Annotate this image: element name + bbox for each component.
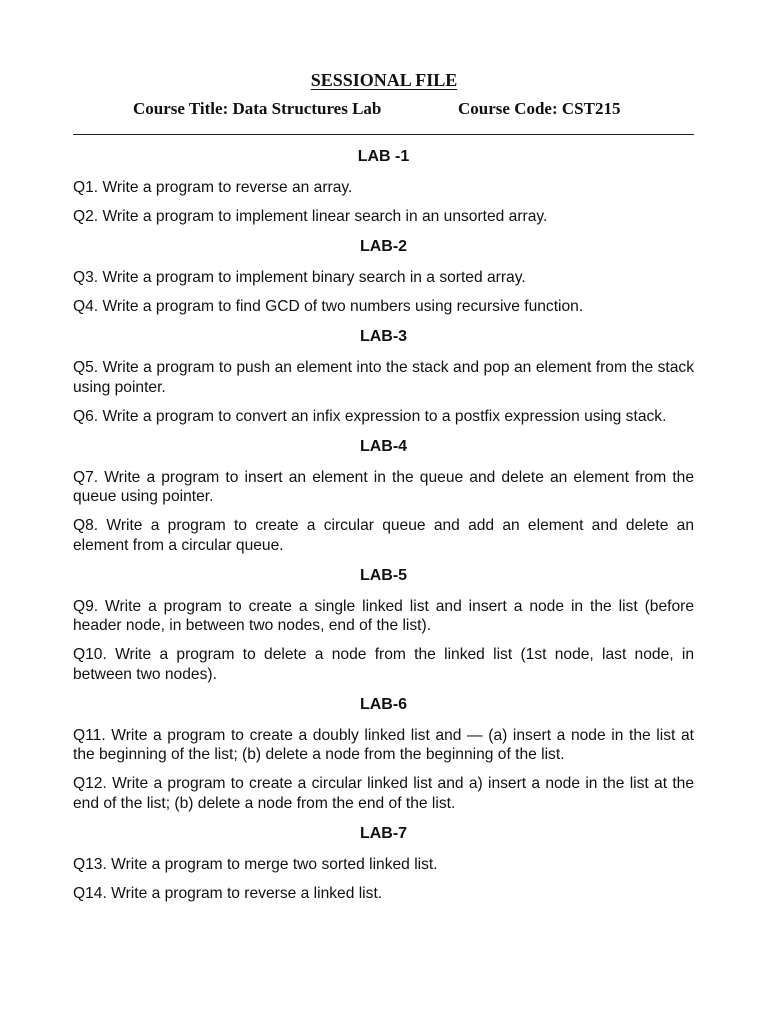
question-item: Q6. Write a program to convert an infix expression to a postfix expression using stack.: [73, 407, 667, 425]
lab-heading: LAB-3: [359, 328, 408, 345]
course-code: Course Code: CST215: [458, 99, 621, 118]
question-item: Q7. Write a program to insert an element in the queue and delete an element from the queue using pointer.: [73, 468, 694, 505]
question-item: Q14. Write a program to reverse a linked list.: [73, 884, 383, 902]
lab-section: [73, 823, 694, 904]
question-item: Q9. Write a program to create a single linked list and insert a node in the list (before header node, in between two nodes, end of the list).: [73, 597, 694, 634]
page-title-text: SESSIONAL FILE: [310, 70, 458, 90]
question-item: Q4. Write a program to find GCD of two numbers using recursive function.: [73, 298, 584, 315]
question-item: Q5. Write a program to push an element into the stack and pop an element from the stack using pointer.: [73, 359, 694, 396]
question-item: Q3. Write a program to implement binary search in a sorted array.: [73, 269, 526, 286]
question-item: Q12. Write a program to create a circular linked list and a) insert a node in the list at the end of the list; (b) delete a node from the end of the list.: [73, 775, 694, 812]
lab-heading: LAB-7: [359, 824, 408, 842]
lab-heading: LAB -1: [357, 148, 410, 165]
page-title: [0, 69, 768, 91]
question-item: Q11. Write a program to create a doubly linked list and — (a) insert a node in the list at the beginning of the list; (b) delete a node from the beginning of the list.: [73, 726, 694, 763]
question-item: Q1. Write a program to reverse an array.: [73, 179, 353, 196]
question-item: Q13. Write a program to merge two sorted linked list.: [73, 855, 438, 873]
lab-section: [73, 326, 694, 426]
lab-heading: LAB-5: [359, 566, 408, 584]
lab-list: [73, 146, 694, 913]
header-divider: [73, 134, 694, 135]
course-title: Course Title: Data Structures Lab: [133, 99, 382, 118]
question-item: Q10. Write a program to delete a node from the linked list (1st node, last node, in between two nodes).: [73, 646, 694, 683]
lab-section: [73, 694, 694, 814]
lab-heading: LAB-4: [359, 437, 408, 455]
lab-section: [73, 146, 694, 227]
lab-heading: LAB-6: [359, 695, 408, 713]
lab-heading: LAB-2: [359, 238, 408, 255]
lab-section: [73, 236, 694, 317]
question-item: Q2. Write a program to implement linear search in an unsorted array.: [73, 208, 548, 225]
course-info-line: [0, 98, 768, 120]
lab-section: [73, 436, 694, 556]
lab-section: [73, 565, 694, 685]
question-item: Q8. Write a program to create a circular queue and add an element and delete an element from a circular queue.: [73, 517, 694, 554]
